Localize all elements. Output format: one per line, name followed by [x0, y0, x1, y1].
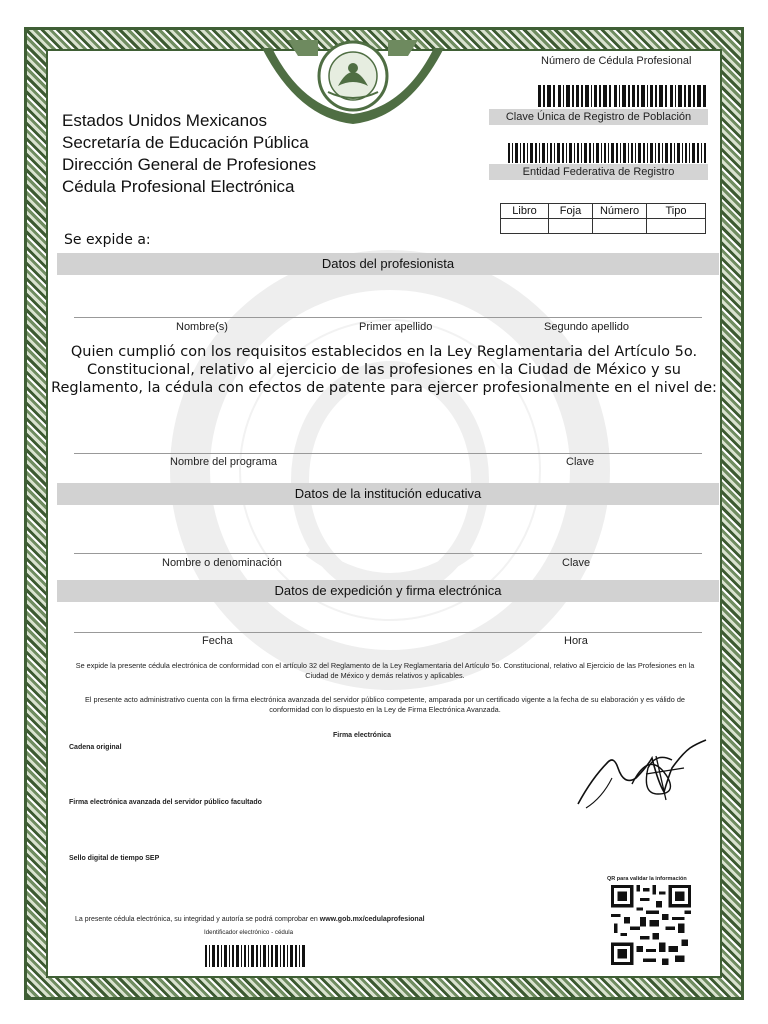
handwritten-signature-icon	[572, 738, 712, 810]
registry-value-tipo	[647, 219, 706, 234]
registry-value-row	[501, 219, 706, 234]
firma-electronica-label: Firma electrónica	[333, 732, 391, 739]
verify-prefix: La presente cédula electrónica, su integridad y autoría se podrá comprobar en	[75, 916, 318, 923]
statement-text: Quien cumplió con los requisitos establecidos en la Ley Reglamentaria del Artículo 5o. Constitucional, relativo al ejercicio de las profesiones en la Ciudad de México y su Reglamento, la cédula con efectos de patente para ejercer profesionalmente en el nivel de:	[51, 344, 717, 396]
registry-value-foja	[549, 219, 593, 234]
sello-digital-label: Sello digital de tiempo SEP	[69, 855, 160, 862]
registry-header-tipo: Tipo	[647, 204, 706, 219]
se-expide-label: Se expide a:	[64, 232, 151, 248]
identificador-barcode-icon	[205, 945, 305, 967]
label-nombre-programa: Nombre del programa	[170, 456, 277, 468]
qr-label: QR para validar la información	[607, 876, 687, 882]
label-clave-institucion: Clave	[562, 557, 591, 569]
label-nombres: Nombre(s)	[176, 321, 228, 333]
entidad-label: Entidad Federativa de Registro	[489, 164, 708, 180]
numero-cedula-label: Número de Cédula Profesional	[541, 55, 692, 67]
identificador-label: Identificador electrónico - cédula	[204, 929, 294, 936]
curp-barcode-icon	[508, 143, 706, 163]
header-line-country: Estados Unidos Mexicanos	[62, 111, 268, 130]
section-expedicion-title: Datos de expedición y firma electrónica	[57, 580, 719, 602]
document-header	[62, 110, 316, 198]
registry-header-foja: Foja	[549, 204, 593, 219]
expedicion-line	[74, 632, 702, 633]
registry-header-libro: Libro	[501, 204, 549, 219]
legal-paragraph-1: Se expide la presente cédula electrónica de conformidad con el artículo 32 del Reglamento de la Ley Reglamentaria del Artículo 5o. Constitucional, relativo al Ejercicio de las Profesiones en la Ciudad de México y demás relativos y aplicables.	[75, 661, 695, 680]
registry-table	[500, 203, 706, 234]
legal-paragraph-2: El presente acto administrativo cuenta con la firma electrónica avanzada del servidor público competente, amparada por un certificado vigente a la fecha de su elaboración y es válido de conformidad con lo dispuesto en la Ley de Firma Electrónica Avanzada.	[85, 695, 685, 714]
registry-value-numero	[593, 219, 647, 234]
section-institucion-title: Datos de la institución educativa	[57, 483, 719, 505]
label-primer-apellido: Primer apellido	[359, 321, 433, 333]
institucion-line	[74, 553, 702, 554]
programa-line	[74, 453, 702, 454]
label-hora: Hora	[564, 635, 588, 647]
profesionista-name-line	[74, 317, 702, 318]
header-line-ministry: Secretaría de Educación Pública	[62, 133, 309, 152]
verify-url-link[interactable]: www.gob.mx/cedulaprofesional	[319, 916, 425, 923]
curp-label: Clave Única de Registro de Población	[489, 109, 708, 125]
registry-value-libro	[501, 219, 549, 234]
cadena-original-label: Cadena original	[69, 744, 122, 751]
header-line-directorate: Dirección General de Profesiones	[62, 155, 317, 174]
label-clave-programa: Clave	[566, 456, 595, 468]
label-nombre-denominacion: Nombre o denominación	[162, 557, 282, 569]
label-fecha: Fecha	[202, 635, 233, 647]
label-segundo-apellido: Segundo apellido	[544, 321, 630, 333]
registry-header-numero: Número	[593, 204, 647, 219]
validation-qr-code-icon[interactable]	[611, 885, 691, 965]
header-line-document-type: Cédula Profesional Electrónica	[62, 177, 295, 196]
registry-header-row	[501, 204, 706, 219]
verify-text	[75, 916, 425, 923]
cedula-barcode-icon	[538, 85, 708, 107]
firma-servidor-label: Firma electrónica avanzada del servidor público facultado	[69, 799, 262, 806]
section-profesionista-title: Datos del profesionista	[57, 253, 719, 275]
